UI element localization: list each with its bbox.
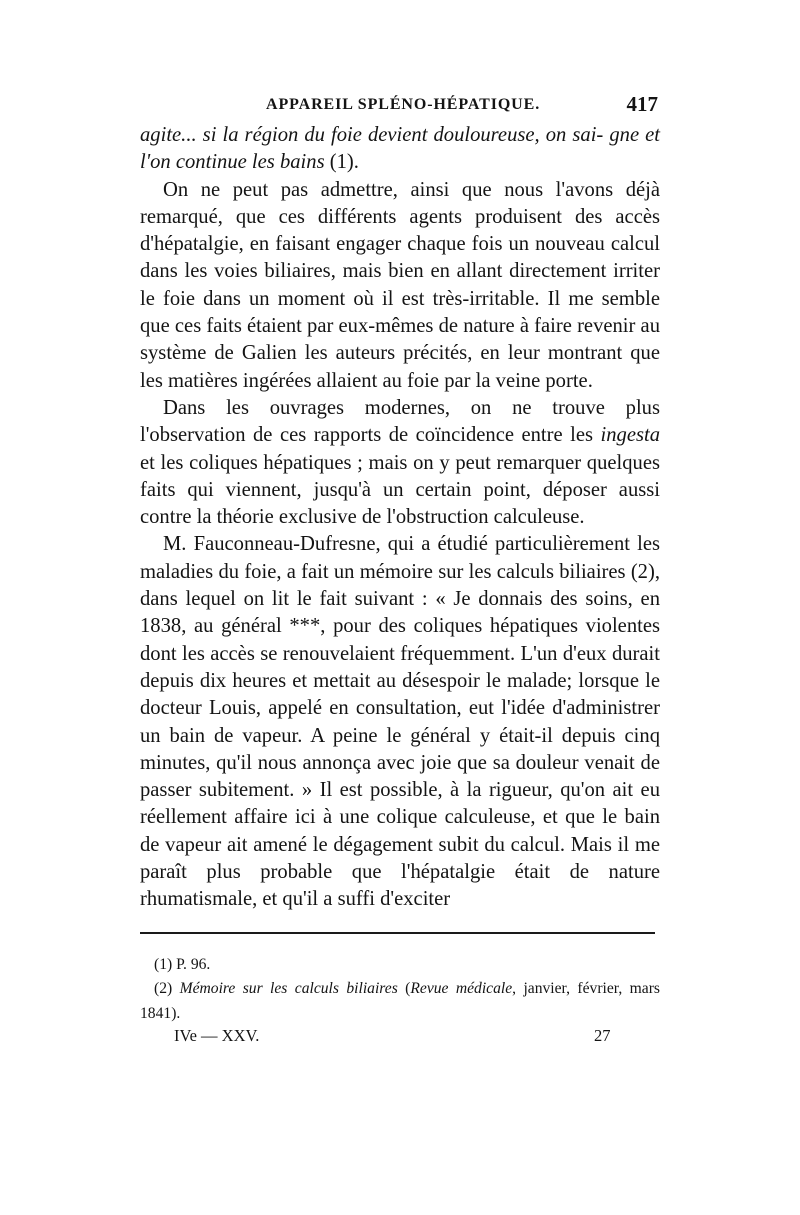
running-title: APPAREIL SPLÉNO-HÉPATIQUE.	[266, 96, 541, 113]
signature-mark: IVe — XXV.	[174, 1026, 260, 1046]
sheet-number: 27	[594, 1026, 611, 1046]
footnote-2-title: Mémoire sur les calculs biliaires	[179, 980, 398, 998]
footnote-rule	[140, 932, 655, 934]
footnote-2-mid: (	[397, 980, 411, 998]
footnote-1: (1) P. 96.	[154, 955, 211, 973]
running-header	[140, 92, 660, 122]
page	[140, 92, 660, 1050]
paragraph-4: M. Fauconneau-Dufresne, qui a étudié particulièrement les maladies du foie, a fait un mémoire sur les calculs biliaires (2), dans lequel on lit le fait suivant : « Je donnais des soins, en 1838, au général ***, pour des coliques hépatiques violentes dont les accès se renouvelaient fréquemment. L'un d'eux durait depuis dix heures et mettait au désespoir le malade; lorsque le docteur Louis, appelé en consultation, eut l'idée d'administrer un bain de vapeur. A peine le général y était-il depuis cinq minutes, qu'il nous annonça avec joie que sa douleur venait de passer subitement. » Il est possible, à la rigueur, qu'on ait eu réellement affaire ici à une colique calculeuse, et que le bain de vapeur ait amené le dégagement subit du calcul. Mais il me paraît plus probable que l'hépatalgie était de nature rhumatismale, et qu'il a suffi d'exciter	[140, 533, 660, 911]
paragraph-1-tail: (1).	[324, 151, 359, 174]
body-text	[140, 122, 660, 914]
paragraph-1-italic-a: agite... si la région du foie devient douloureuse, on sai-	[140, 124, 604, 146]
page-number: 417	[626, 92, 658, 116]
footnotes	[140, 953, 660, 1027]
paragraph-3-a: Dans les ouvrages modernes, on ne trouve plus l'observation de ces rapports de coïncidence entre les	[140, 396, 660, 447]
footnote-2-number: (2)	[154, 980, 180, 998]
paragraph-3-b: et les coliques hépatiques ; mais on y peut remarquer quelques faits qui viennent, jusqu'à un certain point, déposer aussi contre la théorie exclusive de l'obstruction calculeuse.	[140, 451, 660, 529]
footnote-2	[140, 977, 660, 1026]
paragraph-3	[140, 395, 660, 531]
paragraph-2: On ne peut pas admettre, ainsi que nous l'avons déjà remarqué, que ces différents agents produisent des accès d'hépatalgie, en faisant engager chaque fois un nouveau calcul dans les voies biliaires, mais bien en allant directement irriter le foie dans un moment où il est très-irritable. Il me semble que ces faits étaient par eux-mêmes de nature à faire revenir au système de Galien les auteurs précités, en leur montrant que les matières ingérées allaient au foie par la veine porte.	[140, 178, 660, 392]
signature-line	[140, 1026, 660, 1050]
footnote-2-tail: , janvier, février, mars 1841).	[140, 980, 660, 1022]
footnote-2-journal: Revue médicale	[410, 980, 513, 998]
paragraph-3-italic: ingesta	[600, 424, 660, 447]
paragraph-1	[140, 122, 660, 177]
paragraph-1-italic-b: gne et l'on continue les bains	[140, 124, 660, 174]
